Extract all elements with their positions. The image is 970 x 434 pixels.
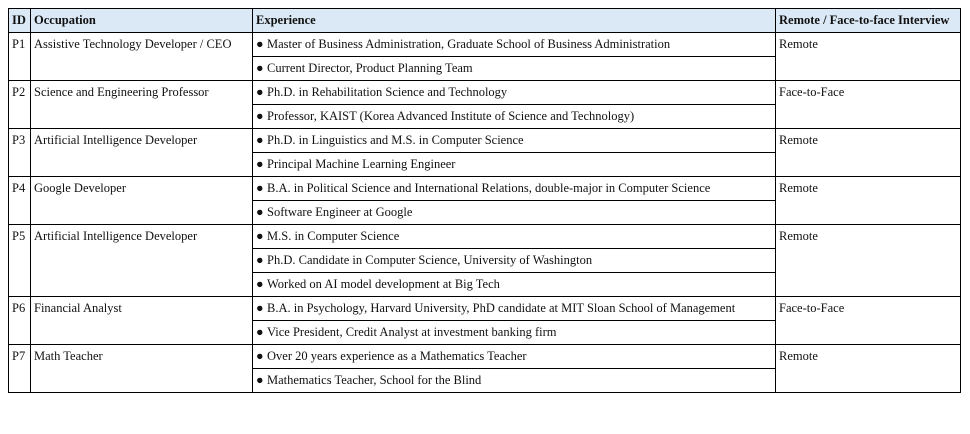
experience-text: Mathematics Teacher, School for the Blind bbox=[267, 373, 482, 387]
header-occupation: Occupation bbox=[31, 9, 253, 33]
participant-id-cell: P2 bbox=[9, 81, 31, 129]
experience-cell bbox=[253, 177, 776, 201]
experience-text: Vice President, Credit Analyst at investment banking firm bbox=[267, 325, 557, 339]
table-row bbox=[9, 129, 961, 153]
bullet-icon: ● bbox=[256, 253, 264, 267]
bullet-icon: ● bbox=[256, 205, 264, 219]
experience-cell bbox=[253, 345, 776, 369]
table-row bbox=[9, 177, 961, 201]
participants-table bbox=[8, 8, 961, 393]
table-row bbox=[9, 297, 961, 321]
header-experience: Experience bbox=[253, 9, 776, 33]
experience-text: Worked on AI model development at Big Tech bbox=[267, 277, 500, 291]
occupation-cell: Financial Analyst bbox=[31, 297, 253, 345]
bullet-icon: ● bbox=[256, 61, 264, 75]
table-row bbox=[9, 345, 961, 369]
experience-cell bbox=[253, 273, 776, 297]
bullet-icon: ● bbox=[256, 277, 264, 291]
table-row bbox=[9, 81, 961, 105]
interview-mode-cell: Remote bbox=[776, 225, 961, 297]
table-row bbox=[9, 33, 961, 57]
participant-id-cell: P1 bbox=[9, 33, 31, 81]
bullet-icon: ● bbox=[256, 229, 264, 243]
experience-text: B.A. in Political Science and International Relations, double-major in Computer Science bbox=[267, 181, 711, 195]
interview-mode-cell: Remote bbox=[776, 33, 961, 81]
experience-cell bbox=[253, 321, 776, 345]
occupation-cell: Google Developer bbox=[31, 177, 253, 225]
interview-mode-cell: Face-to-Face bbox=[776, 297, 961, 345]
bullet-icon: ● bbox=[256, 133, 264, 147]
experience-cell bbox=[253, 201, 776, 225]
interview-mode-cell: Remote bbox=[776, 345, 961, 393]
occupation-cell: Artificial Intelligence Developer bbox=[31, 225, 253, 297]
participant-id-cell: P5 bbox=[9, 225, 31, 297]
experience-cell bbox=[253, 225, 776, 249]
participant-id-cell: P3 bbox=[9, 129, 31, 177]
bullet-icon: ● bbox=[256, 181, 264, 195]
experience-text: Over 20 years experience as a Mathematics Teacher bbox=[267, 349, 527, 363]
header-id: ID bbox=[9, 9, 31, 33]
participant-id-cell: P7 bbox=[9, 345, 31, 393]
participant-id-cell: P6 bbox=[9, 297, 31, 345]
bullet-icon: ● bbox=[256, 109, 264, 123]
table-header bbox=[9, 9, 961, 33]
experience-cell bbox=[253, 249, 776, 273]
header-interview: Remote / Face-to-face Interview bbox=[776, 9, 961, 33]
experience-cell bbox=[253, 369, 776, 393]
occupation-cell: Artificial Intelligence Developer bbox=[31, 129, 253, 177]
bullet-icon: ● bbox=[256, 157, 264, 171]
bullet-icon: ● bbox=[256, 37, 264, 51]
bullet-icon: ● bbox=[256, 325, 264, 339]
experience-cell bbox=[253, 153, 776, 177]
bullet-icon: ● bbox=[256, 373, 264, 387]
experience-cell bbox=[253, 81, 776, 105]
experience-cell bbox=[253, 129, 776, 153]
experience-text: Ph.D. in Rehabilitation Science and Technology bbox=[267, 85, 508, 99]
interview-mode-cell: Face-to-Face bbox=[776, 81, 961, 129]
table-row bbox=[9, 225, 961, 249]
interview-mode-cell: Remote bbox=[776, 177, 961, 225]
experience-text: Ph.D. Candidate in Computer Science, University of Washington bbox=[267, 253, 593, 267]
experience-text: B.A. in Psychology, Harvard University, PhD candidate at MIT Sloan School of Management bbox=[267, 301, 736, 315]
experience-text: Professor, KAIST (Korea Advanced Institute of Science and Technology) bbox=[267, 109, 635, 123]
table-body bbox=[9, 33, 961, 393]
experience-text: Ph.D. in Linguistics and M.S. in Computer Science bbox=[267, 133, 524, 147]
bullet-icon: ● bbox=[256, 301, 264, 315]
occupation-cell: Science and Engineering Professor bbox=[31, 81, 253, 129]
experience-text: Software Engineer at Google bbox=[267, 205, 413, 219]
experience-text: M.S. in Computer Science bbox=[267, 229, 400, 243]
experience-cell bbox=[253, 297, 776, 321]
experience-cell bbox=[253, 105, 776, 129]
occupation-cell: Math Teacher bbox=[31, 345, 253, 393]
experience-cell bbox=[253, 57, 776, 81]
experience-cell bbox=[253, 33, 776, 57]
occupation-cell: Assistive Technology Developer / CEO bbox=[31, 33, 253, 81]
experience-text: Master of Business Administration, Graduate School of Business Administration bbox=[267, 37, 671, 51]
participant-id-cell: P4 bbox=[9, 177, 31, 225]
bullet-icon: ● bbox=[256, 85, 264, 99]
experience-text: Principal Machine Learning Engineer bbox=[267, 157, 456, 171]
interview-mode-cell: Remote bbox=[776, 129, 961, 177]
experience-text: Current Director, Product Planning Team bbox=[267, 61, 473, 75]
header-row bbox=[9, 9, 961, 33]
bullet-icon: ● bbox=[256, 349, 264, 363]
